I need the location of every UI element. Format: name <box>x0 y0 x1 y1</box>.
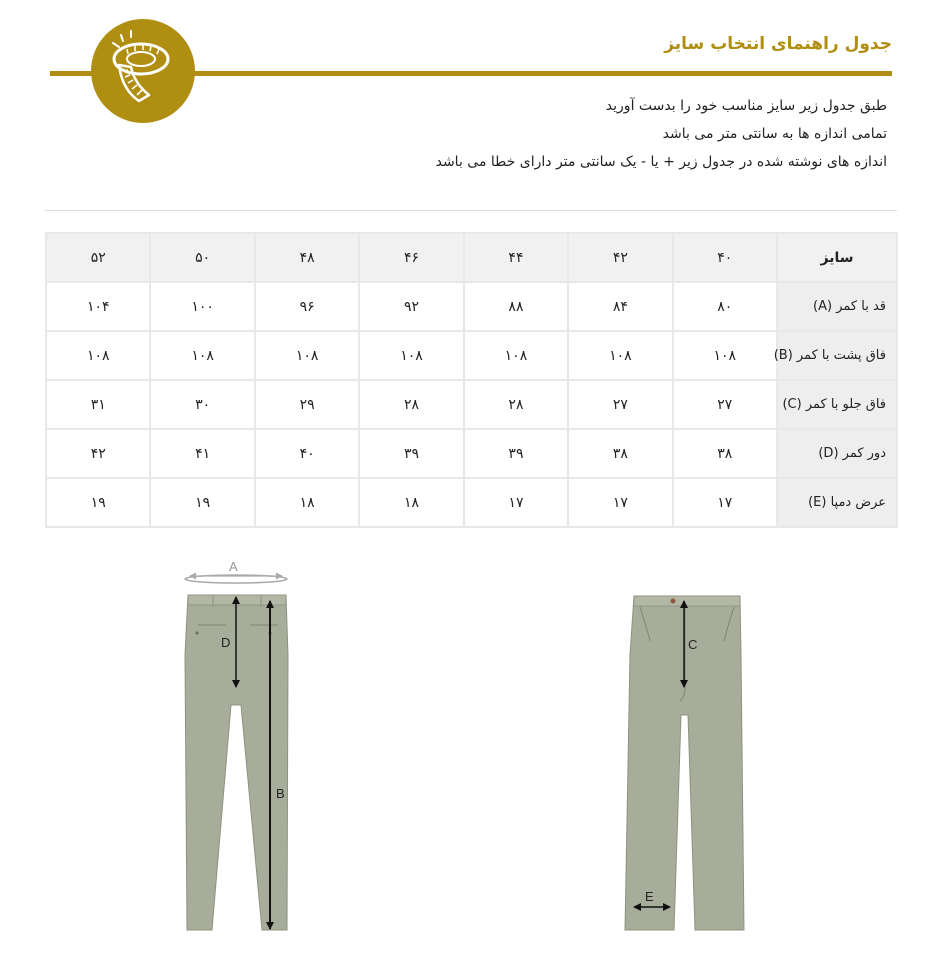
size-column-header: ۴۶ <box>359 233 463 282</box>
pants-back-view <box>185 559 288 930</box>
size-column-header: ۵۲ <box>46 233 150 282</box>
label-e: E <box>645 889 654 904</box>
table-cell: ۱۰۸ <box>150 331 254 380</box>
table-cell: ۳۹ <box>464 429 568 478</box>
table-cell: ۳۹ <box>359 429 463 478</box>
row-label: عرض دمپا (E) <box>777 478 897 527</box>
table-cell: ۴۰ <box>255 429 359 478</box>
table-cell: ۱۰۸ <box>255 331 359 380</box>
table-cell: ۴۱ <box>150 429 254 478</box>
label-c: C <box>688 637 698 652</box>
table-cell: ۱۷ <box>464 478 568 527</box>
table-cell: ۸۴ <box>568 282 672 331</box>
table-cell: ۱۰۸ <box>464 331 568 380</box>
pants-measurement-figures <box>0 545 942 965</box>
section-divider <box>45 210 897 211</box>
table-cell: ۹۲ <box>359 282 463 331</box>
label-d: D <box>221 635 231 650</box>
table-cell: ۱۸ <box>255 478 359 527</box>
table-row <box>46 478 897 527</box>
table-cell: ۳۱ <box>46 380 150 429</box>
table-row <box>46 380 897 429</box>
table-cell: ۳۰ <box>150 380 254 429</box>
instruction-line: اندازه های نوشته شده در جدول زیر + یا - یک سانتی متر دارای خطا می باشد <box>435 154 887 170</box>
size-column-header: ۵۰ <box>150 233 254 282</box>
table-cell: ۱۰۸ <box>46 331 150 380</box>
table-cell: ۱۰۸ <box>568 331 672 380</box>
table-row <box>46 429 897 478</box>
label-a: A <box>229 559 238 574</box>
table-cell: ۲۸ <box>464 380 568 429</box>
table-cell: ۴۲ <box>46 429 150 478</box>
page-title: جدول راهنمای انتخاب سایز <box>664 34 892 54</box>
table-header-row <box>46 233 897 282</box>
row-label: دور کمر (D) <box>777 429 897 478</box>
table-cell: ۲۹ <box>255 380 359 429</box>
instruction-line: تمامی اندازه ها به سانتی متر می باشد <box>662 126 887 142</box>
table-cell: ۹۶ <box>255 282 359 331</box>
table-cell: ۸۸ <box>464 282 568 331</box>
table-cell: ۱۷ <box>673 478 777 527</box>
table-cell: ۸۰ <box>673 282 777 331</box>
table-cell: ۲۷ <box>673 380 777 429</box>
size-column-header: ۴۴ <box>464 233 568 282</box>
size-column-header: ۴۰ <box>673 233 777 282</box>
table-cell: ۱۰۰ <box>150 282 254 331</box>
table-cell: ۲۸ <box>359 380 463 429</box>
measuring-tape-icon <box>91 19 195 123</box>
size-column-header: ۴۸ <box>255 233 359 282</box>
table-cell: ۱۸ <box>359 478 463 527</box>
table-row <box>46 331 897 380</box>
instruction-line: طبق جدول زیر سایز مناسب خود را بدست آورید <box>605 98 887 114</box>
label-b: B <box>276 786 285 801</box>
table-cell: ۳۸ <box>673 429 777 478</box>
row-label: فاق پشت با کمر (B) <box>777 331 897 380</box>
table-row <box>46 282 897 331</box>
table-cell: ۱۰۸ <box>673 331 777 380</box>
pants-front-view <box>625 596 744 930</box>
row-label: قد با کمر (A) <box>777 282 897 331</box>
row-label: فاق جلو با کمر (C) <box>777 380 897 429</box>
table-cell: ۳۸ <box>568 429 672 478</box>
size-header-label: سایز <box>777 233 897 282</box>
table-cell: ۱۰۸ <box>359 331 463 380</box>
measuring-tape-logo <box>91 19 195 123</box>
size-chart-table <box>45 232 898 528</box>
table-cell: ۲۷ <box>568 380 672 429</box>
instructions <box>436 92 887 176</box>
table-cell: ۱۹ <box>150 478 254 527</box>
table-cell: ۱۷ <box>568 478 672 527</box>
table-cell: ۱۰۴ <box>46 282 150 331</box>
table-cell: ۱۹ <box>46 478 150 527</box>
size-column-header: ۴۲ <box>568 233 672 282</box>
